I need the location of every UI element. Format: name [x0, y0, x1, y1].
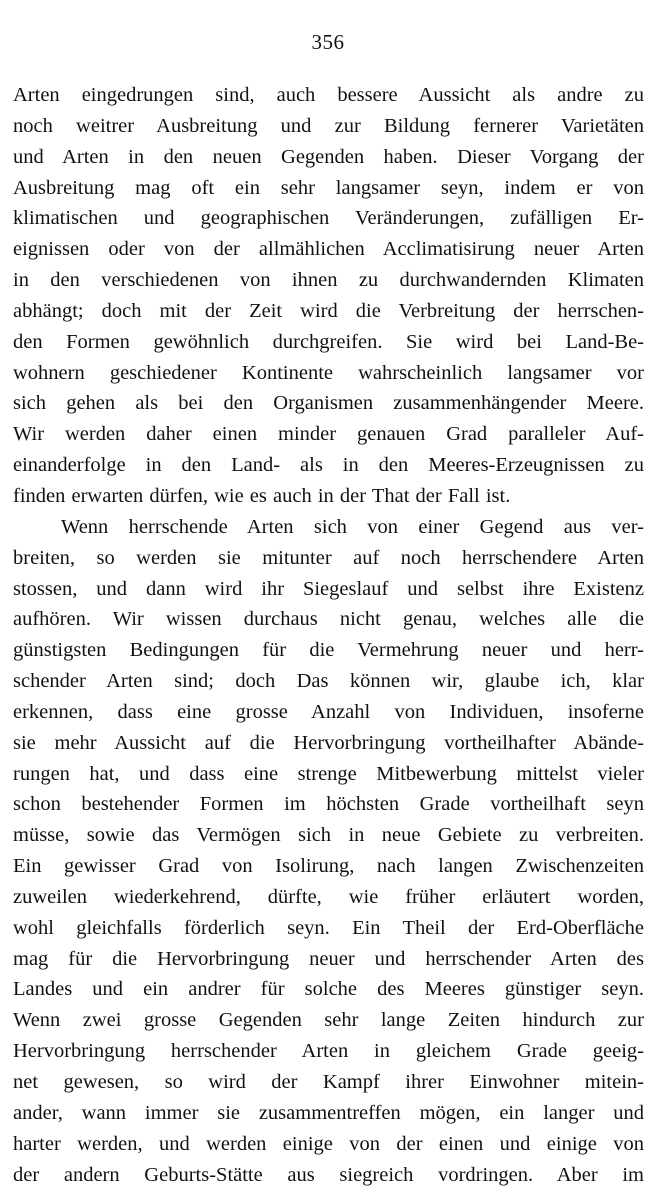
- text-line: harter werden, und werden einige von der einen und einige von: [13, 1132, 644, 1155]
- text-line: Wenn zwei grosse Gegenden sehr lange Zeiten hindurch zur: [13, 1009, 644, 1032]
- text-line: schender Arten sind; doch Das können wir, glaube ich, klar: [13, 670, 644, 693]
- text-line: erkennen, dass eine grosse Anzahl von Individuen, insoferne: [13, 700, 644, 723]
- text-line: zuweilen wiederkehrend, dürfte, wie früher erläutert worden,: [13, 885, 644, 908]
- text-line: klimatischen und geographischen Veränderungen, zufälligen Er-: [13, 207, 644, 230]
- text-line: abhängt; doch mit der Zeit wird die Verbreitung der herrschen-: [13, 299, 644, 322]
- text-line: eignissen oder von der allmählichen Acclimatisirung neuer Arten: [13, 238, 644, 261]
- text-line: Ausbreitung mag oft ein sehr langsamer seyn, indem er von: [13, 176, 644, 199]
- text-line: Arten eingedrungen sind, auch bessere Aussicht als andre zu: [13, 84, 644, 106]
- text-line: schon bestehender Formen im höchsten Grade vortheilhaft seyn: [13, 793, 644, 816]
- text-line: müsse, sowie das Vermögen sich in neue Gebiete zu verbreiten.: [13, 824, 644, 847]
- text-line: finden erwarten dürfen, wie es auch in der That der Fall ist.: [13, 484, 511, 507]
- text-line: Landes und ein andrer für solche des Meeres günstiger seyn.: [13, 978, 644, 1001]
- text-line: breiten, so werden sie mitunter auf noch herrschendere Arten: [13, 546, 644, 569]
- text-line: wohl gleichfalls förderlich seyn. Ein Theil der Erd-Oberfläche: [13, 916, 644, 939]
- text-line: günstigsten Bedingungen für die Vermehrung neuer und herr-: [13, 639, 644, 662]
- text-line: aufhören. Wir wissen durchaus nicht genau, welches alle die: [13, 608, 644, 631]
- text-line: in den verschiedenen von ihnen zu durchwandernden Klimaten: [13, 269, 644, 292]
- text-line: Wenn herrschende Arten sich von einer Gegend aus ver-: [61, 515, 644, 538]
- text-line: und Arten in den neuen Gegenden haben. Dieser Vorgang der: [13, 145, 644, 168]
- text-line: net gewesen, so wird der Kampf ihrer Einwohner mitein-: [13, 1071, 644, 1093]
- text-line: Hervorbringung herrschender Arten in gleichem Grade geeig-: [13, 1040, 644, 1063]
- text-line: mag für die Hervorbringung neuer und herrschender Arten des: [13, 947, 644, 970]
- text-line: wohnern geschiedener Kontinente wahrscheinlich langsamer vor: [13, 361, 644, 384]
- page-number: 356: [311, 30, 345, 54]
- body-text: [13, 80, 644, 1190]
- text-line: noch weitrer Ausbreitung und zur Bildung fernerer Varietäten: [13, 114, 644, 137]
- text-line: Wir werden daher einen minder genauen Grad paralleler Auf-: [13, 423, 644, 446]
- text-line: stossen, und dann wird ihr Siegeslauf und selbst ihre Existenz: [13, 577, 644, 600]
- text-line: rungen hat, und dass eine strenge Mitbewerbung mittelst vieler: [13, 762, 644, 785]
- text-line: sie mehr Aussicht auf die Hervorbringung vortheilhafter Abände-: [13, 731, 644, 754]
- text-line: den Formen gewöhnlich durchgreifen. Sie wird bei Land-Be-: [13, 330, 644, 353]
- text-line: einanderfolge in den Land- als in den Meeres-Erzeugnissen zu: [13, 454, 644, 477]
- text-line: Ein gewisser Grad von Isolirung, nach langen Zwischenzeiten: [13, 855, 644, 878]
- text-line: ander, wann immer sie zusammentreffen mögen, ein langer und: [13, 1101, 644, 1124]
- text-line: sich gehen als bei den Organismen zusammenhängender Meere.: [13, 392, 644, 415]
- text-line: der andern Geburts-Stätte aus siegreich vordringen. Aber im: [13, 1163, 644, 1186]
